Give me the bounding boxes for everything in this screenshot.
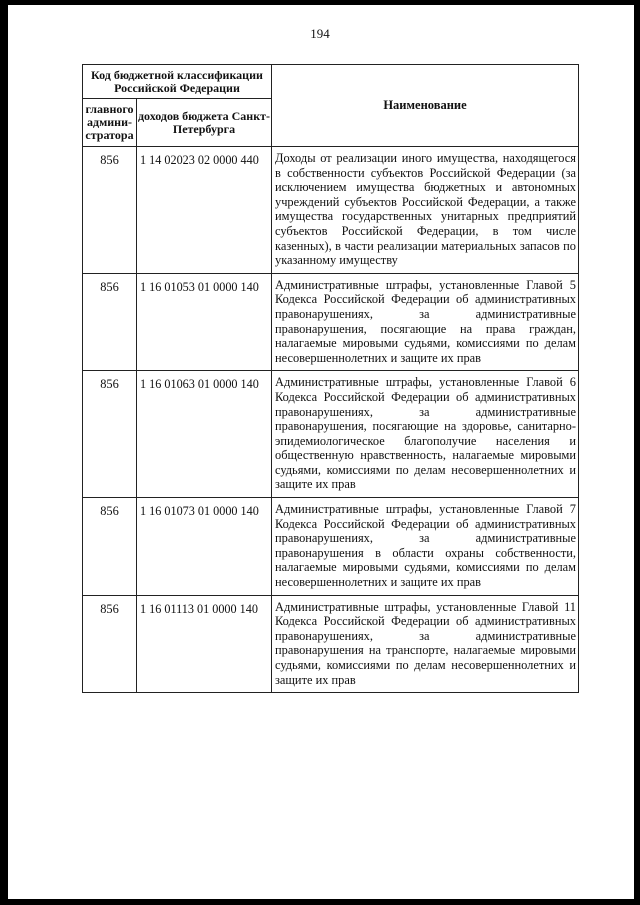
admin-code-cell: 856 [83, 273, 137, 371]
income-name-cell: Административные штрафы, установленные Главой 5 Кодекса Российской Федерации об административных правонарушениях, за административные правонарушения, посягающие на права граждан, налагаемые мировыми судьями, комиссиями по делам несовершеннолетних и защите их прав [272, 273, 579, 371]
table-row [83, 147, 579, 274]
income-name-cell: Административные штрафы, установленные Главой 7 Кодекса Российской Федерации об административных правонарушениях, за административные правонарушения в области охраны собственности, налагаемые мировыми судьями, комиссиями по делам несовершеннолетних и защите их прав [272, 498, 579, 596]
income-code-cell: 1 14 02023 02 0000 440 [137, 147, 272, 274]
scan-border-left [0, 0, 8, 905]
admin-code-cell: 856 [83, 498, 137, 596]
admin-code-cell: 856 [83, 371, 137, 498]
scan-border-bottom [0, 899, 640, 905]
table-row [83, 371, 579, 498]
income-code-cell: 1 16 01113 01 0000 140 [137, 595, 272, 693]
table-row [83, 595, 579, 693]
header-name: Наименование [272, 65, 579, 147]
budget-classification-table [82, 64, 579, 693]
table-row [83, 498, 579, 596]
scan-border-right [634, 0, 640, 905]
income-name-cell: Административные штрафы, установленные Главой 11 Кодекса Российской Федерации об административных правонарушениях, за административные правонарушения на транспорте, налагаемые мировыми судьями, комиссиями по делам несовершеннолетних и защите их прав [272, 595, 579, 693]
income-name-cell: Доходы от реализации иного имущества, находящегося в собственности субъектов Российской Федерации (за исключением имущества бюджетных и автономных учреждений субъектов Российской Федерации, а также имущества государственных унитарных предприятий субъектов Российской Федерации, в том числе казенных), в части реализации материальных запасов по указанному имуществу [272, 147, 579, 274]
admin-code-cell: 856 [83, 595, 137, 693]
income-code-cell: 1 16 01073 01 0000 140 [137, 498, 272, 596]
admin-code-cell: 856 [83, 147, 137, 274]
table-row [83, 273, 579, 371]
page-number: 194 [310, 26, 330, 41]
header-main-administrator: главного админи-стратора [83, 99, 137, 147]
income-code-cell: 1 16 01053 01 0000 140 [137, 273, 272, 371]
income-name-cell: Административные штрафы, установленные Главой 6 Кодекса Российской Федерации об административных правонарушениях, за административные правонарушения, посягающие на здоровье, санитарно-эпидемиологическое благополучие населения и общественную нравственность, налагаемые мировыми судьями, комиссиями по делам несовершеннолетних и защите их прав [272, 371, 579, 498]
scan-border-top [0, 0, 640, 5]
income-code-cell: 1 16 01063 01 0000 140 [137, 371, 272, 498]
header-budget-income: доходов бюджета Санкт-Петербурга [137, 99, 272, 147]
header-budget-code-group: Код бюджетной классификации Российской Федерации [83, 65, 272, 99]
